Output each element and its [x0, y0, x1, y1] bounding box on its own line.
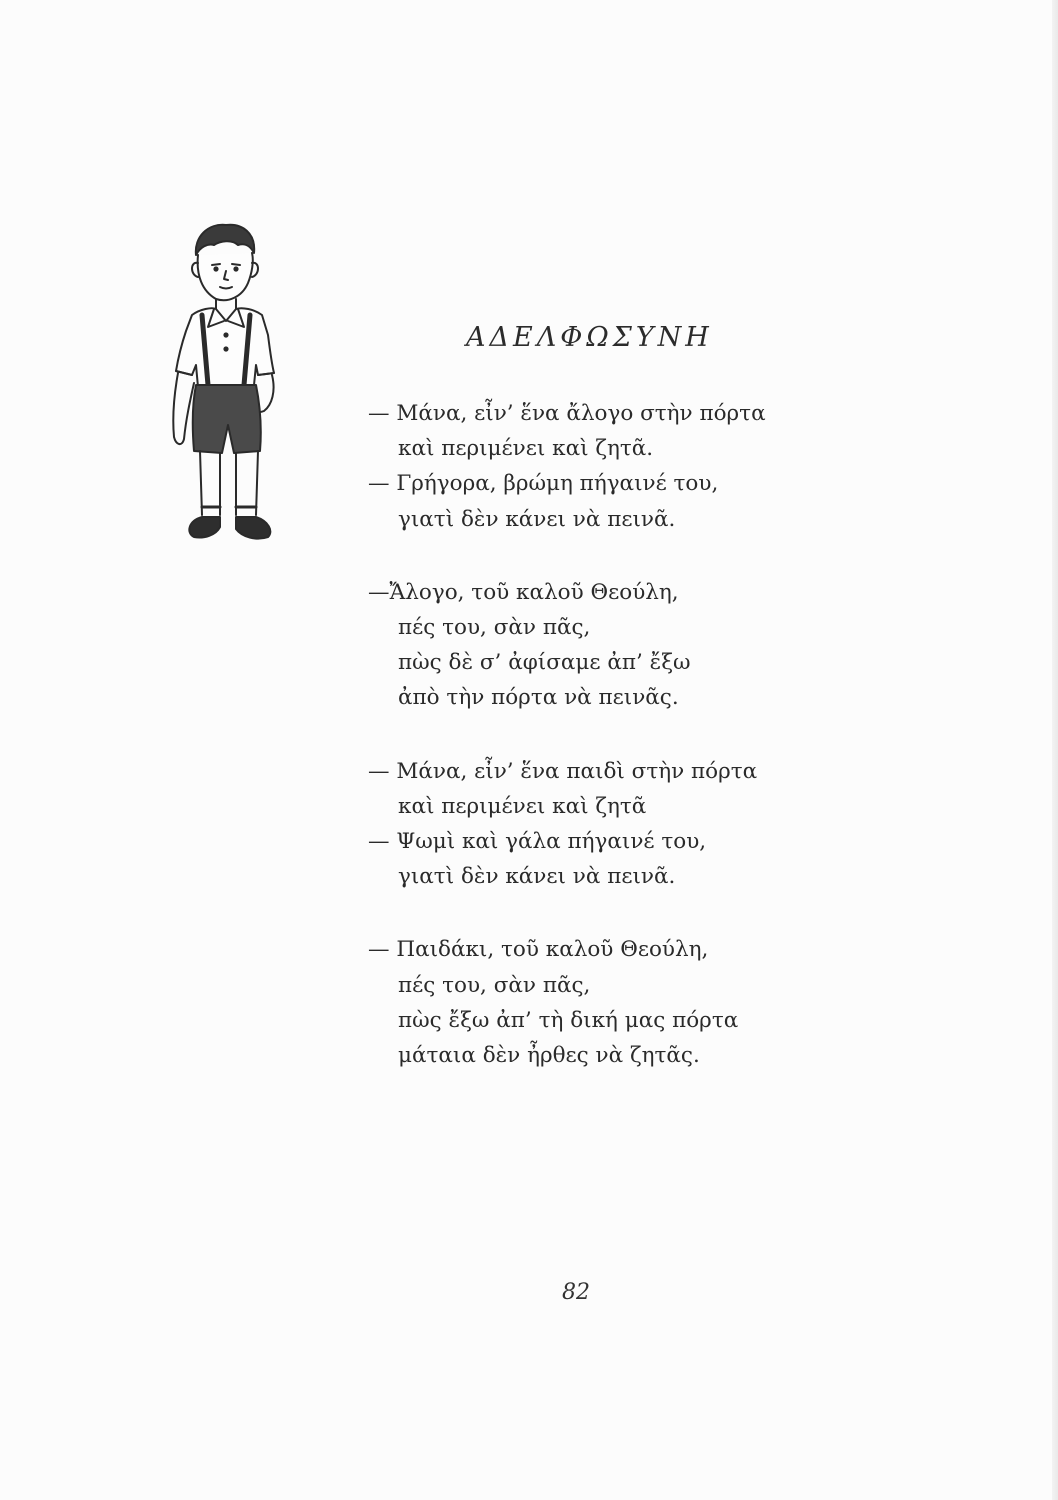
- poem-line: πές του, σὰν πᾶς,: [398, 972, 591, 998]
- poem-line: πὼς δὲ σ’ ἀφίσαμε ἀπ’ ἔξω: [398, 650, 691, 676]
- poem-line: — Παιδάκι, τοῦ καλοῦ Θεούλη,: [368, 937, 709, 963]
- poem-line: — Μάνα, εἶν’ ἕνα ἄλογο στὴν πόρτα: [368, 401, 766, 426]
- poem-line: πές του, σὰν πᾶς,: [398, 615, 591, 641]
- page-edge: [1052, 0, 1058, 1500]
- poem-line: — Ψωμὶ καὶ γάλα πήγαινέ του,: [368, 829, 707, 855]
- poem-body: [368, 396, 808, 1111]
- poem-title: ΑΔΕΛΦΩΣΥΝΗ: [466, 322, 713, 353]
- poem-line: καὶ περιμένει καὶ ζητᾶ.: [398, 436, 654, 462]
- page-number: 82: [562, 1280, 590, 1305]
- stanza: [368, 575, 808, 716]
- boy-illustration-icon: [158, 215, 290, 560]
- poem-line: πὼς ἔξω ἀπ’ τὴ δική μας πόρτα: [398, 1007, 739, 1033]
- poem-line: — Γρήγορα, βρώμη πήγαινέ του,: [368, 471, 719, 497]
- poem-line: — Μάνα, εἶν’ ἕνα παιδὶ στὴν πόρτα: [368, 758, 758, 784]
- stanza: [368, 932, 808, 1073]
- poem-line: γιατὶ δὲν κάνει νὰ πεινᾶ.: [398, 506, 676, 532]
- poem-line: καὶ περιμένει καὶ ζητᾶ: [398, 793, 647, 819]
- poem-line: —Ἄλογο, τοῦ καλοῦ Θεούλη,: [368, 579, 679, 605]
- stanza: [368, 754, 808, 895]
- poem-line: γιατὶ δὲν κάνει νὰ πεινᾶ.: [398, 864, 676, 890]
- stanza: [368, 396, 808, 537]
- poem-line: μάταια δὲν ἦρθες νὰ ζητᾶς.: [398, 1043, 700, 1069]
- poem-line: ἀπὸ τὴν πόρτα νὰ πεινᾶς.: [398, 685, 679, 711]
